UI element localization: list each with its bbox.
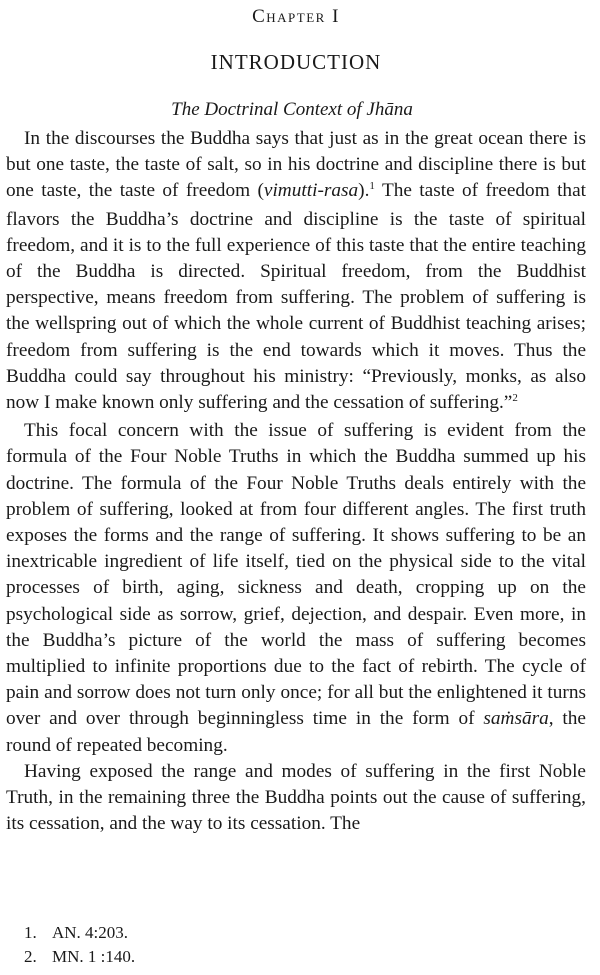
paragraph-1-italic-term: vimutti-rasa <box>263 180 359 202</box>
footnotes <box>24 921 135 969</box>
footnote-2-number: 2. <box>24 947 37 966</box>
body-text <box>6 126 586 837</box>
paragraph-2-text-b: , the round of repeated becoming. <box>6 708 586 756</box>
footnote-ref-1: 1 <box>369 180 375 193</box>
footnote-1-number: 1. <box>24 923 37 942</box>
footnote-ref-2: 2 <box>512 392 518 405</box>
paragraph-1-text-b: ). <box>358 180 370 202</box>
footnote-1 <box>24 921 135 945</box>
footnote-1-text: AN. 4:203. <box>52 923 129 942</box>
paragraph-1 <box>6 126 586 418</box>
paragraph-1-text-a: In the discourses the Buddha says that just as in the great ocean there is but one taste, the taste of salt, so in his doctrine and discipline there is but one taste, the taste of freedom ( <box>6 128 586 202</box>
chapter-title: INTRODUCTION <box>210 50 382 74</box>
paragraph-3 <box>6 759 586 838</box>
footnote-2-text: MN. 1 :140. <box>52 947 136 966</box>
paragraph-2-italic-term: saṁsāra <box>483 708 549 730</box>
paragraph-2 <box>6 418 586 759</box>
paragraph-1-text-c: The taste of freedom that flavors the Buddha’s doctrine and discipline is the taste of spiritual freedom, and it is to the full experience of this taste that the entire teaching of the Buddha is directed. Spiritual freedom, from the Buddhist perspective, means freedom from suffering. The problem of suffering is the wellspring out of which the whole current of Buddhist teaching arises; freedom from suffering is the end towards which it moves. Thus the Buddha could say throughout his ministry: “Previously, monks, as also now I make known only suffering and the cessation of suffering.” <box>6 180 586 414</box>
footnote-2 <box>24 945 135 969</box>
chapter-label: Chapter I <box>252 6 340 27</box>
paragraph-3-text: Having exposed the range and modes of suffering in the first Noble Truth, in the remaining three the Buddha points out the cause of suffering, its cessation, and the way to its cessation. The <box>6 760 586 835</box>
section-subtitle: The Doctrinal Context of Jhāna <box>171 99 413 120</box>
paragraph-2-text-a: This focal concern with the issue of suffering is evident from the formula of the Four Noble Truths in which the Buddha summed up his doctrine. The formula of the Four Noble Truths deals entirely with the problem of suffering, looked at from four different angles. The first truth exposes the forms and the range of suffering. It shows suffering to be an inextricable ingredient of life itself, tied on the physical side to the vital processes of birth, aging, sickness and death, cropping up on the psychological side as sorrow, grief, dejection, and despair. Even more, in the Buddha’s picture of the world the mass of suffering becomes multiplied to infinite proportions due to the fact of rebirth. The cycle of pain and sorrow does not turn only once; for all but the enlightened it turns over and over through beginningless time in the form of <box>6 420 586 730</box>
